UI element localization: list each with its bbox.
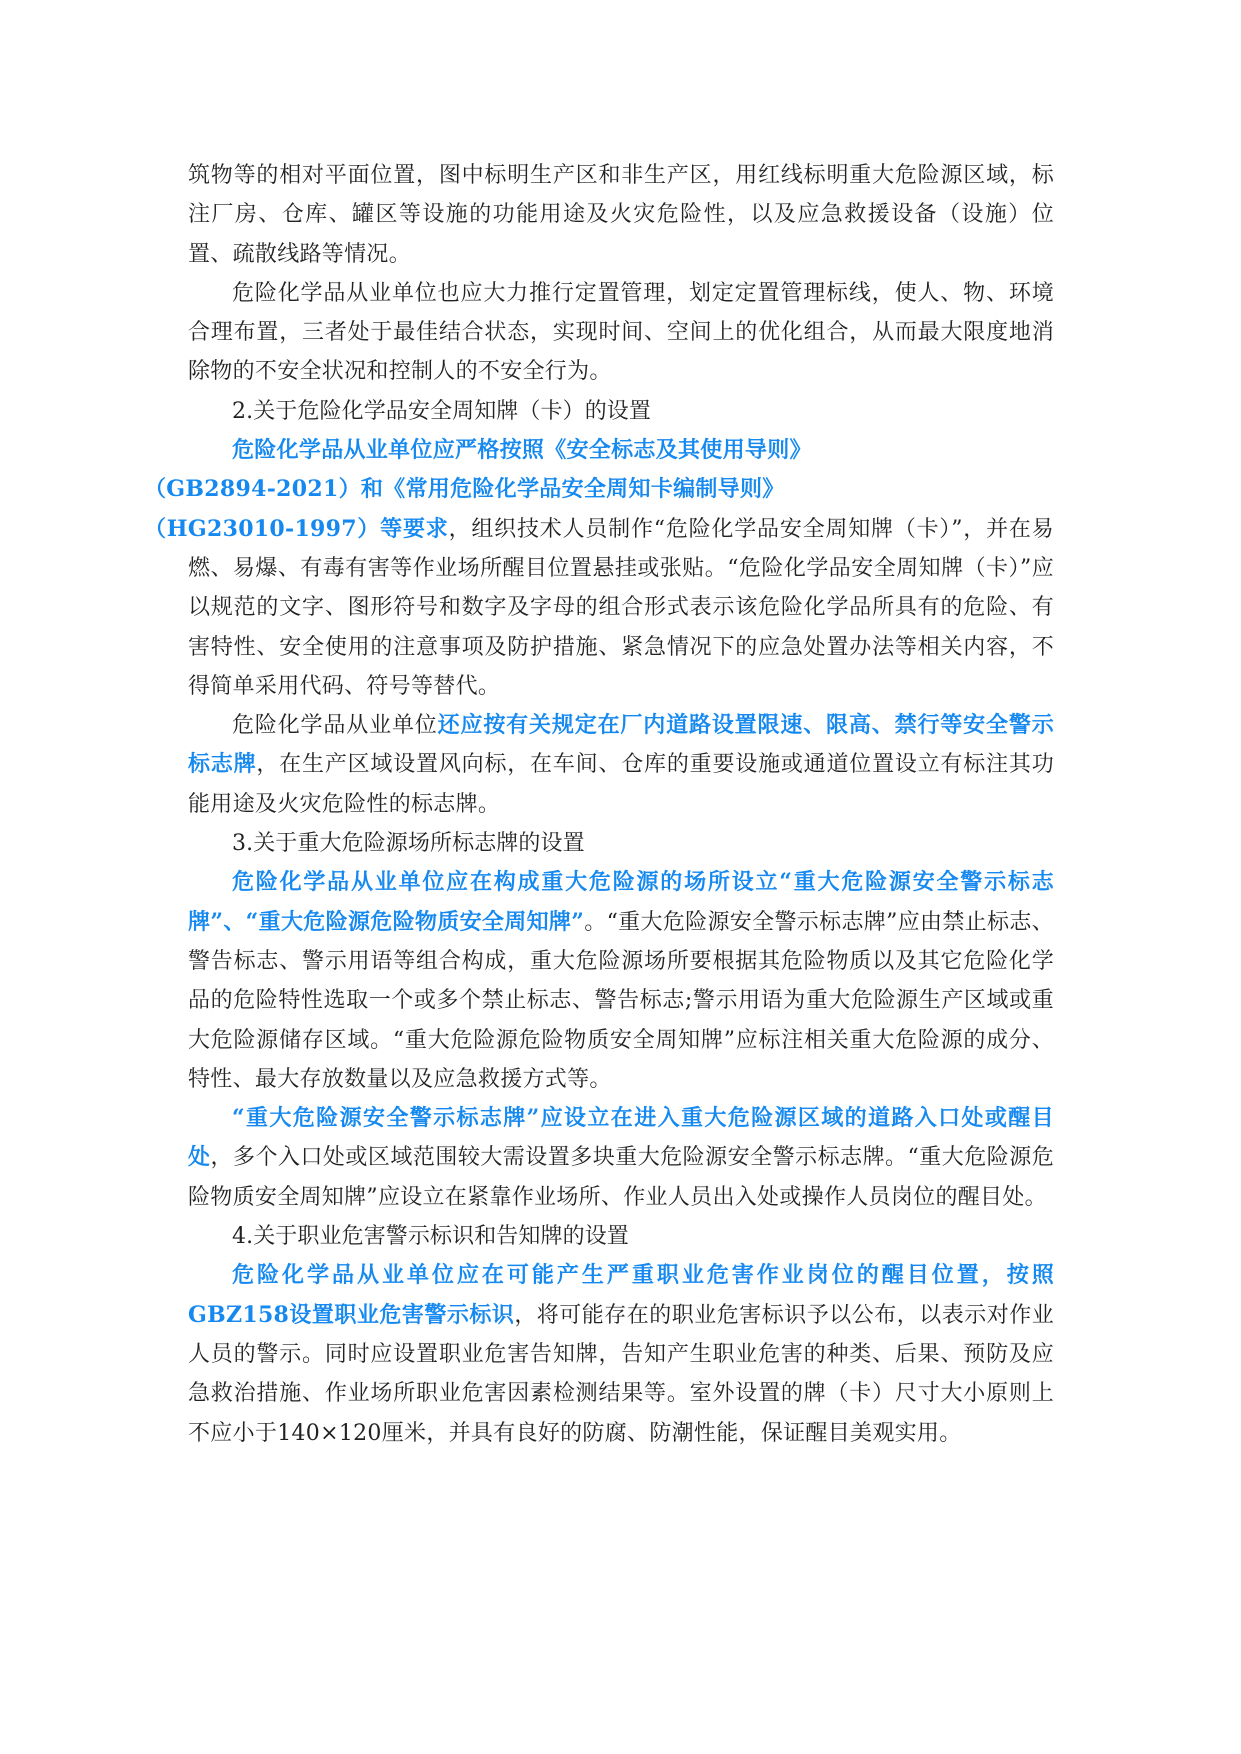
paragraph-occupational-hazard	[188, 1256, 1054, 1452]
paragraph-text: 危险化学品从业单位也应大力推行定置管理，划定定置管理标线，使人、物、环境合理布置，三者处于最佳结合状态，实现时间、空间上的优化组合，从而最大限度地消除物的不安全状况和控制人的不安全行为。	[188, 280, 1054, 385]
paragraph-sign-placement	[188, 1099, 1054, 1217]
paragraph-text: 。“重大危险源安全警示标志牌”应由禁止标志、警告标志、警示用语等组合构成，重大危险源场所要根据其危险物质以及其它危险化学品的危险特性选取一个或多个禁止标志、警告标志;警示用语为重大危险源生产区域或重大危险源储存区域。“重大危险源危险物质安全周知牌”应标注相关重大危险源的成分、特性、最大存放数量以及应急救援方式等。	[188, 909, 1054, 1092]
paragraph-text: ，在生产区域设置风向标，在车间、仓库的重要设施或通道位置设立有标注其功能用途及火灾危险性的标志牌。	[188, 752, 1054, 817]
paragraph-text: ，将可能存在的职业危害标识予以公布，以表示对作业人员的警示。同时应设置职业危害告知牌，告知产生职业危害的种类、后果、预防及应急救治措施、作业场所职业危害因素检测结果等。室外设置的牌（卡）尺寸大小原则上不应小于140×120厘米，并具有良好的防腐、防潮性能，保证醒目美观实用。	[188, 1302, 1054, 1446]
paragraph-text: ，多个入口处或区域范围较大需设置多块重大危险源安全警示标志牌。“重大危险源危险物质安全周知牌”应设立在紧靠作业场所、作业人员出入处或操作人员岗位的醒目处。	[188, 1145, 1054, 1210]
highlight-text: 危险化学品从业单位应严格按照《安全标志及其使用导则》	[232, 437, 812, 464]
paragraph-text: ，组织技术人员制作“危险化学品安全周知牌（卡）”，并在易燃、易爆、有毒有害等作业场所醒目位置悬挂或张贴。“危险化学品安全周知牌（卡）”应以规范的文字、图形符号和数字及字母的组合形式表示该危险化学品所具有的危险、有害特性、安全使用的注意事项及防护措施、紧急情况下的应急处置办法等相关内容，不得简单采用代码、符号等替代。	[188, 516, 1054, 699]
highlight-text: 还应按有关规定在厂内道路设置限速、限高、禁行等安全警示标志牌	[188, 712, 1054, 778]
paragraph-fixed-position-management	[188, 274, 1054, 392]
paragraph-road-signs	[188, 706, 1054, 824]
paragraph-text: 危险化学品从业单位	[232, 713, 438, 739]
paragraph-major-hazard-signs	[188, 863, 1054, 1099]
section-heading-3: 3.关于重大危险源场所标志牌的设置	[232, 831, 585, 857]
paragraph-safety-card-standards	[144, 431, 1054, 706]
highlight-text: （HG23010-1997）等要求	[144, 515, 449, 542]
section-heading-4: 4.关于职业危害警示标识和告知牌的设置	[232, 1224, 629, 1250]
paragraph-site-layout	[188, 156, 1054, 274]
section-heading-2: 2.关于危险化学品安全周知牌（卡）的设置	[232, 398, 651, 424]
paragraph-text: 筑物等的相对平面位置，图中标明生产区和非生产区，用红线标明重大危险源区域，标注厂房、仓库、罐区等设施的功能用途及火灾危险性，以及应急救援设备（设施）位置、疏散线路等情况。	[188, 163, 1054, 267]
highlight-text: 危险化学品从业单位应在可能产生严重职业危害作业岗位的醒目位置，按照GBZ158设置职业危害警示标识	[188, 1262, 1054, 1328]
highlight-text: “重大危险源安全警示标志牌”应设立在进入重大危险源区域的道路入口处或醒目处	[188, 1105, 1054, 1171]
document-body	[144, 156, 1054, 1453]
highlight-text: 危险化学品从业单位应在构成重大危险源的场所设立“重大危险源安全警示标志牌”、“重大危险源危险物质安全周知牌”	[188, 869, 1054, 935]
highlight-text: （GB2894-2021）和《常用危险化学品安全周知卡编制导则》	[144, 476, 785, 503]
